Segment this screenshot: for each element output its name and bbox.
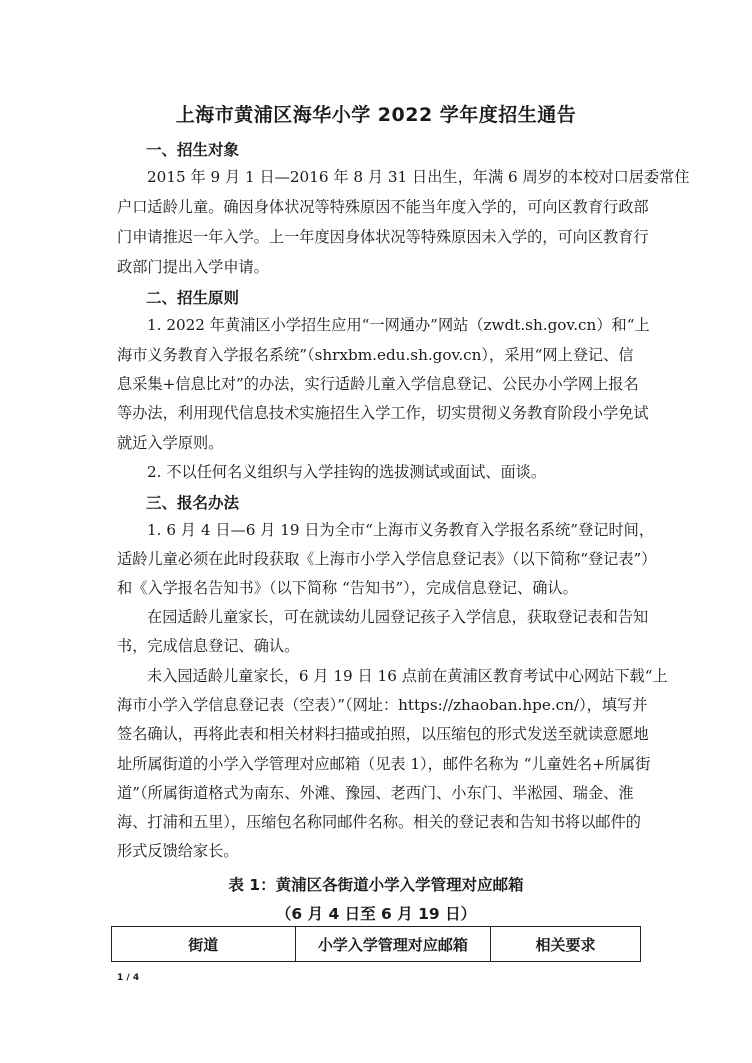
section-heading-2: 二、招生原则 (146, 289, 240, 307)
paragraph-line: 海、打浦和五里），压缩包名称同邮件名称。相关的登记表和告知书将以邮件的 (117, 813, 641, 831)
mailbox-table (111, 926, 641, 962)
section-heading-3: 三、报名办法 (146, 494, 240, 512)
table-subcaption: （6 月 4 日至 6 月 19 日） (275, 905, 477, 923)
column-header-street: 街道 (112, 927, 296, 962)
section-heading-1: 一、招生对象 (146, 141, 240, 159)
paragraph-line: 就近入学原则。 (117, 434, 224, 452)
paragraph-line: 书，完成信息登记、确认。 (117, 637, 300, 655)
column-header-requirements: 相关要求 (491, 927, 641, 962)
paragraph-line: 2015 年 9 月 1 日—2016 年 8 月 31 日出生，年满 6 周岁的本校对口居委常住 (147, 168, 690, 186)
paragraph-line: 政部门提出入学申请。 (117, 258, 269, 276)
table-caption: 表 1：黄浦区各街道小学入学管理对应邮箱 (228, 876, 524, 894)
paragraph-line: 海市义务教育入学报名系统”（shrxbm.edu.sh.gov.cn），采用“网上登记、信 (117, 346, 634, 364)
paragraph-line: 道”（所属街道格式为南东、外滩、豫园、老西门、小东门、半淞园、瑞金、淮 (117, 784, 634, 802)
paragraph-line: 等办法，利用现代信息技术实施招生入学工作，切实贯彻义务教育阶段小学免试 (117, 404, 649, 422)
paragraph-line: 2. 不以任何名义组织与入学挂钩的选拔测试或面试、面谈。 (147, 463, 547, 481)
paragraph-line: 海市小学入学信息登记表（空表）”（网址：https://zhaoban.hpe.cn/），填写并 (117, 696, 648, 714)
table-header-row (112, 927, 641, 962)
paragraph-line: 门申请推迟一年入学。上一年度因身体状况等特殊原因未入学的，可向区教育行 (117, 228, 649, 246)
column-header-mailbox: 小学入学管理对应邮箱 (295, 927, 491, 962)
paragraph-line: 适龄儿童必须在此时段获取《上海市小学入学信息登记表》（以下简称“登记表”） (117, 550, 657, 568)
paragraph-line: 1. 2022 年黄浦区小学招生应用“一网通办”网站（zwdt.sh.gov.cn）和“上 (147, 316, 650, 334)
paragraph-line: 1. 6 月 4 日—6 月 19 日为全市“上海市义务教育入学报名系统”登记时间， (147, 521, 655, 539)
paragraph-line: 在园适龄儿童家长，可在就读幼儿园登记孩子入学信息，获取登记表和告知 (147, 608, 649, 626)
paragraph-line: 未入园适龄儿童家长，6 月 19 日 16 点前在黄浦区教育考试中心网站下载“上 (147, 667, 668, 685)
paragraph-line: 形式反馈给家长。 (117, 842, 239, 860)
paragraph-line: 户口适龄儿童。确因身体状况等特殊原因不能当年度入学的，可向区教育行政部 (117, 198, 649, 216)
paragraph-line: 和《入学报名告知书》（以下简称 “告知书”），完成信息登记、确认。 (117, 579, 578, 597)
document-title: 上海市黄浦区海华小学 2022 学年度招生通告 (175, 104, 577, 126)
page-number: 1 / 4 (117, 973, 140, 983)
paragraph-line: 址所属街道的小学入学管理对应邮箱（见表 1），邮件名称为 “儿童姓名+所属街 (117, 755, 651, 773)
paragraph-line: 签名确认，再将此表和相关材料扫描或拍照，以压缩包的形式发送至就读意愿地 (117, 725, 649, 743)
paragraph-line: 息采集+信息比对”的办法，实行适龄儿童入学信息登记、公民办小学网上报名 (117, 375, 639, 393)
